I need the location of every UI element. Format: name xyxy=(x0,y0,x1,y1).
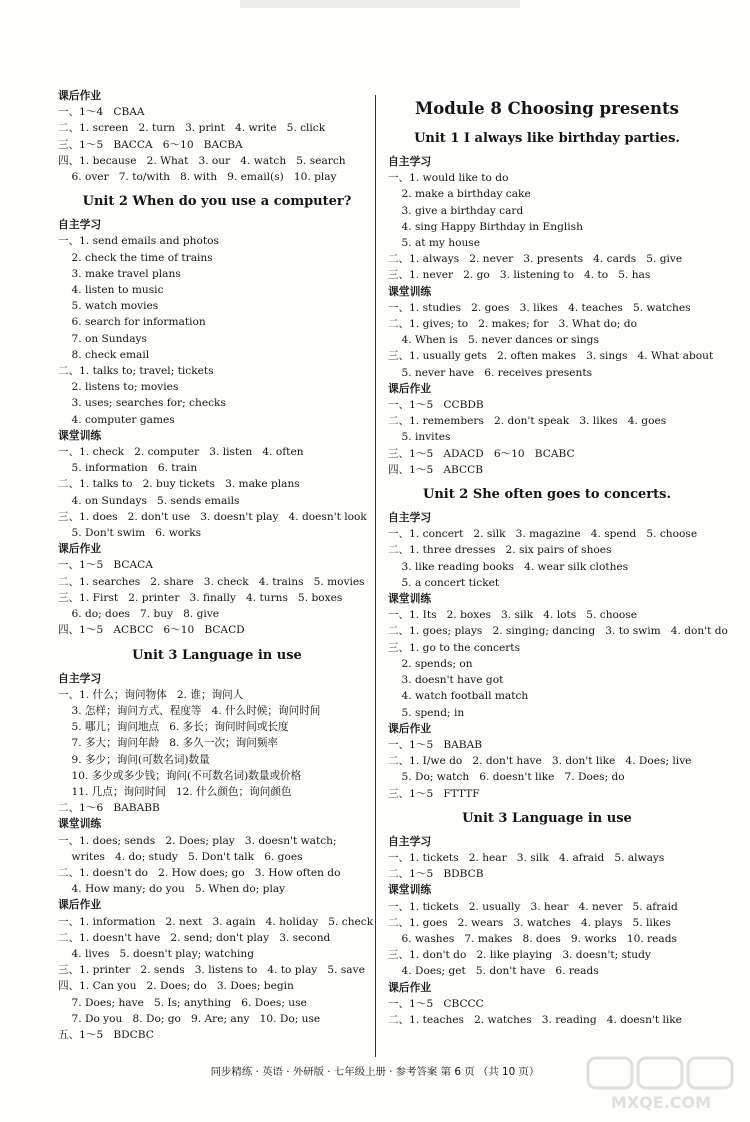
answer-line: 一、1～5 BCACA xyxy=(58,559,153,572)
module-title: Module 8 Choosing presents xyxy=(415,99,679,118)
answer-line: 二、1. goes 2. wears 3. watches 4. plays 5. likes xyxy=(388,916,671,929)
section-heading: 课后作业 xyxy=(58,898,102,912)
section-heading: 课后作业 xyxy=(58,542,102,556)
answer-line: 二、1. goes; plays 2. singing; dancing 3. to swim 4. don't do xyxy=(388,625,728,638)
answer-column-left xyxy=(58,88,376,1043)
section-heading: 课堂训练 xyxy=(388,284,432,298)
answer-line: 一、1. tickets 2. hear 3. silk 4. afraid 5. always xyxy=(388,851,665,864)
answer-line: 一、1. information 2. next 3. again 4. holiday 5. check xyxy=(58,915,374,928)
answer-line: 二、1. talks to; travel; tickets xyxy=(58,365,214,378)
answer-line: 5. information 6. train xyxy=(58,462,198,475)
answer-line: 四、1～5 ABCCB xyxy=(388,463,483,476)
answer-line: 8. check email xyxy=(58,348,150,361)
answer-line: 3. doesn't have got xyxy=(388,674,504,687)
answer-line: 10. 多少或多少钱；询问(不可数名词)数量或价格 xyxy=(58,769,302,782)
answer-line: 4. Does; get 5. don't have 6. reads xyxy=(388,965,599,978)
answer-line: 4. When is 5. never dances or sings xyxy=(388,334,599,347)
answer-line: 二、1. doesn't do 2. How does; go 3. How often do xyxy=(58,866,341,879)
answer-line: 三、1. go to the concerts xyxy=(388,641,521,654)
answer-line: 二、1. talks to 2. buy tickets 3. make plans xyxy=(58,478,300,491)
top-edge-smudge xyxy=(240,0,520,8)
answer-line: 三、1. don't do 2. like playing 3. doesn't; study xyxy=(388,949,651,962)
answer-line: 一、1. concert 2. silk 3. magazine 4. spend 5. choose xyxy=(388,528,698,541)
answer-line: 二、1. searches 2. share 3. check 4. trains 5. movies xyxy=(58,575,365,588)
section-heading: 自主学习 xyxy=(388,511,432,525)
answer-line: 二、1. gives; to 2. makes; for 3. What do; do xyxy=(388,318,637,331)
answer-line: 一、1. send emails and photos xyxy=(58,235,219,248)
answer-line: 一、1～5 BABAB xyxy=(388,738,483,751)
answer-line: 3. uses; searches for; checks xyxy=(58,397,226,410)
answer-line: 3. like reading books 4. wear silk clothes xyxy=(388,560,629,573)
answer-line: 3. give a birthday card xyxy=(388,204,524,217)
answer-line: 三、1. First 2. printer 3. finally 4. turns 5. boxes xyxy=(58,591,343,604)
answer-line: 五、1～5 BDCBC xyxy=(58,1028,154,1041)
answer-line: 二、1. three dresses 2. six pairs of shoes xyxy=(388,544,612,557)
answer-line: 二、1～6 BABABB xyxy=(58,802,160,815)
answer-line: 四、1. because 2. What 3. our 4. watch 5. search xyxy=(58,154,346,167)
answer-line: 4. sing Happy Birthday in English xyxy=(388,220,583,233)
answer-line: 一、1. check 2. computer 3. listen 4. often xyxy=(58,446,304,459)
section-heading: 自主学习 xyxy=(58,671,102,685)
answer-line: 5. watch movies xyxy=(58,300,159,313)
answer-line: 4. watch football match xyxy=(388,690,529,703)
answer-line: 三、1～5 ADACD 6～10 BCABC xyxy=(388,447,575,460)
answer-line: 7. 多大；询问年龄 8. 多久一次；询问频率 xyxy=(58,737,279,750)
answer-line: 6. search for information xyxy=(58,316,206,329)
section-heading: 自主学习 xyxy=(388,834,432,848)
section-heading: 自主学习 xyxy=(58,218,102,232)
answer-line: 5. Do; watch 6. doesn't like 7. Does; do xyxy=(388,771,625,784)
section-heading: 课堂训练 xyxy=(58,817,102,831)
section-heading: 课堂训练 xyxy=(388,592,432,606)
answer-line: 5. never have 6. receives presents xyxy=(388,366,593,379)
section-heading: 课后作业 xyxy=(388,721,432,735)
answer-line: 二、1～5 BDBCB xyxy=(388,868,484,881)
answer-line: 11. 几点；询问时间 12. 什么颜色；询问颜色 xyxy=(58,785,292,798)
unit-title: Unit 1 I always like birthday parties. xyxy=(414,131,680,146)
answer-line: 2. spends; on xyxy=(388,657,473,670)
answer-line: 5. a concert ticket xyxy=(388,576,500,589)
answer-line: 2. check the time of trains xyxy=(58,251,213,264)
unit-title: Unit 3 Language in use xyxy=(462,810,632,826)
section-heading: 课后作业 xyxy=(388,381,432,395)
answer-line: 二、1. always 2. never 3. presents 4. cards 5. give xyxy=(388,253,683,266)
answer-line: 2. make a birthday cake xyxy=(388,188,531,201)
answer-line: 一、1. Its 2. boxes 3. silk 4. lots 5. choose xyxy=(388,609,637,622)
unit-title: Unit 2 When do you use a computer? xyxy=(82,194,352,210)
answer-line: 一、1. tickets 2. usually 3. hear 4. never 5. afraid xyxy=(388,900,678,913)
answer-line: 三、1～5 FTTTF xyxy=(388,787,480,800)
answer-line: 一、1. would like to do xyxy=(388,172,509,185)
section-heading: 课堂训练 xyxy=(388,883,432,897)
answer-line: 9. 多少；询问(可数名词)数量 xyxy=(58,753,210,766)
answer-line: 6. washes 7. makes 8. does 9. works 10. reads xyxy=(388,932,677,945)
answer-line: 一、1. 什么；询问物体 2. 谁；询问人 xyxy=(58,688,244,701)
answer-line: 7. Do you 8. Do; go 9. Are; any 10. Do; use xyxy=(58,1012,321,1025)
column-divider xyxy=(375,95,376,1057)
section-heading: 课后作业 xyxy=(388,980,432,994)
answer-line: 二、1. I/we do 2. don't have 3. don't like 4. Does; live xyxy=(388,755,692,768)
answer-line: 一、1～5 CBCCC xyxy=(388,997,484,1010)
section-heading: 自主学习 xyxy=(388,155,432,168)
answer-line: 4. on Sundays 5. sends emails xyxy=(58,494,240,507)
answer-line: 一、1. studies 2. goes 3. likes 4. teaches 5. watches xyxy=(388,301,691,314)
answer-line: 7. on Sundays xyxy=(58,332,147,345)
answer-line: 5. Don't swim 6. works xyxy=(58,527,202,540)
answer-line: 三、1. does 2. don't use 3. doesn't play 4. doesn't look xyxy=(58,510,367,523)
answer-line: 4. How many; do you 5. When do; play xyxy=(58,883,286,896)
answer-line: 5. spend; in xyxy=(388,706,465,719)
answer-line: writes 4. do; study 5. Don't talk 6. goes xyxy=(58,850,303,863)
answer-line: 三、1～5 BACCA 6～10 BACBA xyxy=(58,138,243,151)
answer-line: 四、1～5 ACBCC 6～10 BCACD xyxy=(58,624,245,637)
answer-line: 一、1～5 CCBDB xyxy=(388,399,484,412)
answer-line: 二、1. teaches 2. watches 3. reading 4. doesn't like xyxy=(388,1013,682,1026)
answer-line: 6. over 7. to/with 8. with 9. email(s) 10. play xyxy=(58,171,337,184)
answer-line: 5. invites xyxy=(388,431,451,444)
answer-line: 三、1. usually gets 2. often makes 3. sings 4. What about xyxy=(388,350,714,363)
answer-line: 3. 怎样；询问方式、程度等 4. 什么时候；询问时间 xyxy=(58,704,321,717)
answer-line: 5. at my house xyxy=(388,237,481,250)
unit-title: Unit 3 Language in use xyxy=(132,647,302,663)
watermark-logo-icon xyxy=(586,1056,736,1114)
answer-line: 7. Does; have 5. Is; anything 6. Does; use xyxy=(58,996,307,1009)
answer-line: 三、1. printer 2. sends 3. listens to 4. to play 5. save xyxy=(58,964,365,977)
answer-line: 一、1. does; sends 2. Does; play 3. doesn't watch; xyxy=(58,834,337,847)
section-heading: 课堂训练 xyxy=(58,428,102,442)
answer-line: 二、1. remembers 2. don't speak 3. likes 4. goes xyxy=(388,415,667,428)
answer-line: 2. listens to; movies xyxy=(58,381,179,394)
section-heading: 课后作业 xyxy=(58,89,102,102)
answer-line: 3. make travel plans xyxy=(58,267,181,280)
answer-line: 4. computer games xyxy=(58,413,175,426)
page-footer: 同步精练 · 英语 · 外研版 · 七年级上册 · 参考答案 第 6 页 （共 10 页） xyxy=(210,1066,540,1078)
answer-line: 二、1. screen 2. turn 3. print 4. write 5. click xyxy=(58,122,326,135)
watermark-text: MXQE.COM xyxy=(610,1093,712,1112)
answer-column-right xyxy=(388,98,728,1028)
answer-line: 4. lives 5. doesn't play; watching xyxy=(58,947,255,960)
answer-line: 一、1～4 CBAA xyxy=(58,106,145,119)
answer-line: 5. 哪儿；询问地点 6. 多长；询问时间或长度 xyxy=(58,721,289,734)
answer-line: 6. do; does 7. buy 8. give xyxy=(58,608,220,621)
answer-line: 四、1. Can you 2. Does; do 3. Does; begin xyxy=(58,980,294,993)
answer-line: 二、1. doesn't have 2. send; don't play 3. second xyxy=(58,931,331,944)
answer-line: 4. listen to music xyxy=(58,284,164,297)
unit-title: Unit 2 She often goes to concerts. xyxy=(423,487,671,503)
answer-line: 三、1. never 2. go 3. listening to 4. to 5. has xyxy=(388,269,651,282)
